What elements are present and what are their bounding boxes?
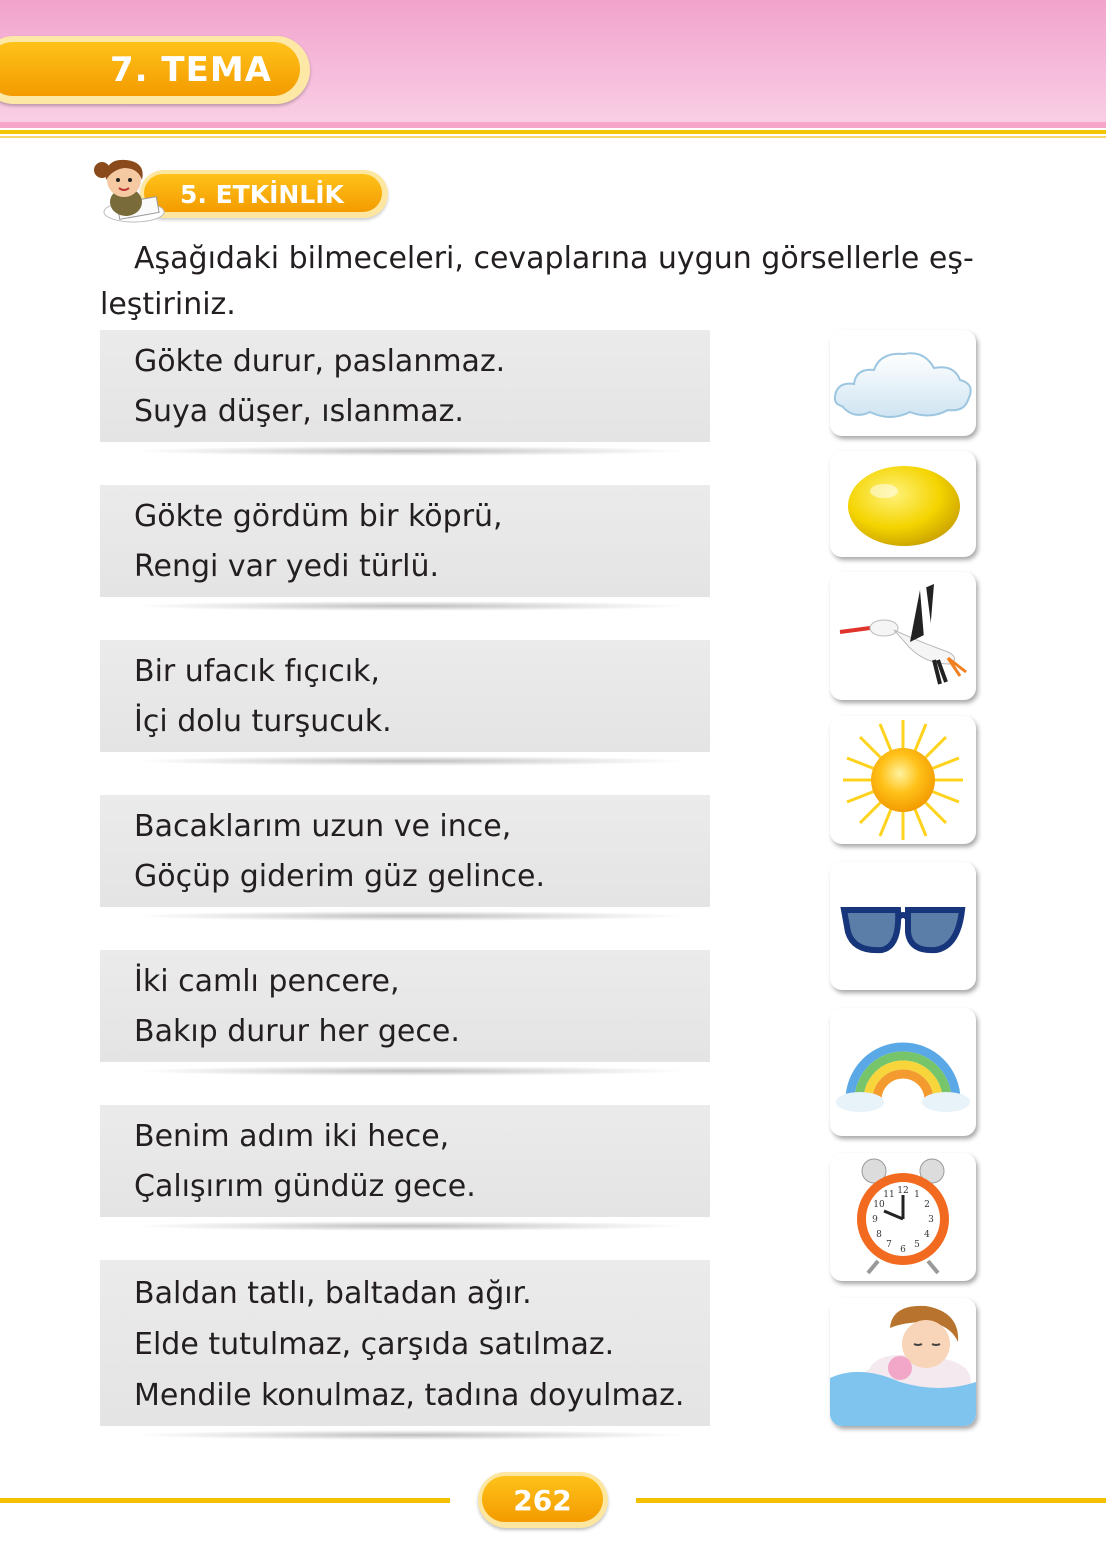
lemon-icon	[830, 451, 976, 557]
clock-number: 10	[873, 1200, 885, 1210]
sleeping-child-icon	[830, 1298, 976, 1426]
box-shadow	[130, 601, 690, 611]
riddle-line: Rengi var yedi türlü.	[134, 549, 440, 584]
riddle-line: Elde tutulmaz, çarşıda satılmaz.	[134, 1327, 615, 1362]
riddle-box	[100, 640, 710, 752]
clock-number: 5	[914, 1240, 920, 1250]
rainbow-icon	[830, 1008, 976, 1136]
riddle-line: Gökte gördüm bir köprü,	[134, 499, 503, 534]
riddle-line: Suya düşer, ıslanmaz.	[134, 394, 464, 429]
riddle-box	[100, 1105, 710, 1217]
clock-number: 2	[924, 1200, 930, 1210]
alarm-clock-card[interactable]	[830, 1153, 976, 1281]
clock-number: 1	[914, 1190, 920, 1200]
box-shadow	[130, 1221, 690, 1231]
sun-icon	[830, 716, 976, 844]
activity-label: 5. ETKİNLİK	[180, 180, 344, 209]
clock-number: 6	[900, 1245, 906, 1255]
instruction-line: leştiriniz.	[100, 287, 236, 322]
sun-card[interactable]	[830, 716, 976, 844]
riddle-box	[100, 1260, 710, 1426]
riddle-box	[100, 485, 710, 597]
clock-number: 8	[876, 1230, 882, 1240]
lemon-card[interactable]	[830, 451, 976, 557]
cloud-card[interactable]	[830, 330, 976, 436]
cloud-icon	[830, 330, 976, 436]
riddle-box	[100, 330, 710, 442]
sleeping-child-card[interactable]	[830, 1298, 976, 1426]
activity-badge	[140, 170, 388, 218]
footer-divider	[0, 1498, 450, 1503]
riddle-line: Göçüp giderim güz gelince.	[134, 859, 546, 894]
riddle-line: Mendile konulmaz, tadına doyulmaz.	[134, 1378, 685, 1413]
riddle-line: Benim adım iki hece,	[134, 1119, 450, 1154]
sunglasses-card[interactable]	[830, 862, 976, 990]
clock-number: 3	[928, 1215, 934, 1225]
girl-mascot-icon	[88, 150, 168, 224]
header-divider	[0, 122, 1106, 128]
stork-icon	[830, 572, 976, 700]
header-divider	[0, 130, 1106, 134]
clock-number: 12	[897, 1186, 909, 1196]
box-shadow	[130, 1066, 690, 1076]
theme-badge	[0, 36, 310, 104]
clock-number: 9	[872, 1215, 878, 1225]
header-divider	[0, 136, 1106, 138]
clock-number: 11	[883, 1190, 895, 1200]
theme-label: 7. TEMA	[110, 50, 272, 90]
riddle-line: Çalışırım gündüz gece.	[134, 1169, 476, 1204]
riddle-box	[100, 795, 710, 907]
footer-divider	[636, 1498, 1106, 1503]
riddle-line: İçi dolu turşucuk.	[134, 704, 392, 739]
box-shadow	[130, 1430, 690, 1440]
page-number: 262	[513, 1484, 572, 1517]
box-shadow	[130, 756, 690, 766]
instruction-line: Aşağıdaki bilmeceleri, cevaplarına uygun görsellerle eş-	[134, 241, 974, 276]
riddle-line: Bakıp durur her gece.	[134, 1014, 460, 1049]
box-shadow	[130, 911, 690, 921]
riddle-box	[100, 950, 710, 1062]
riddle-line: Baldan tatlı, baltadan ağır.	[134, 1276, 532, 1311]
clock-number: 7	[886, 1240, 892, 1250]
instruction-text	[100, 236, 980, 328]
stork-card[interactable]	[830, 572, 976, 700]
rainbow-card[interactable]	[830, 1008, 976, 1136]
clock-number: 4	[924, 1230, 930, 1240]
sunglasses-icon	[830, 862, 976, 990]
riddle-line: İki camlı pencere,	[134, 964, 400, 999]
alarm-clock-icon	[830, 1153, 976, 1281]
box-shadow	[130, 446, 690, 456]
riddle-line: Bacaklarım uzun ve ince,	[134, 809, 512, 844]
page-number-badge	[478, 1472, 608, 1528]
riddle-line: Bir ufacık fıçıcık,	[134, 654, 380, 689]
riddle-line: Gökte durur, paslanmaz.	[134, 344, 506, 379]
